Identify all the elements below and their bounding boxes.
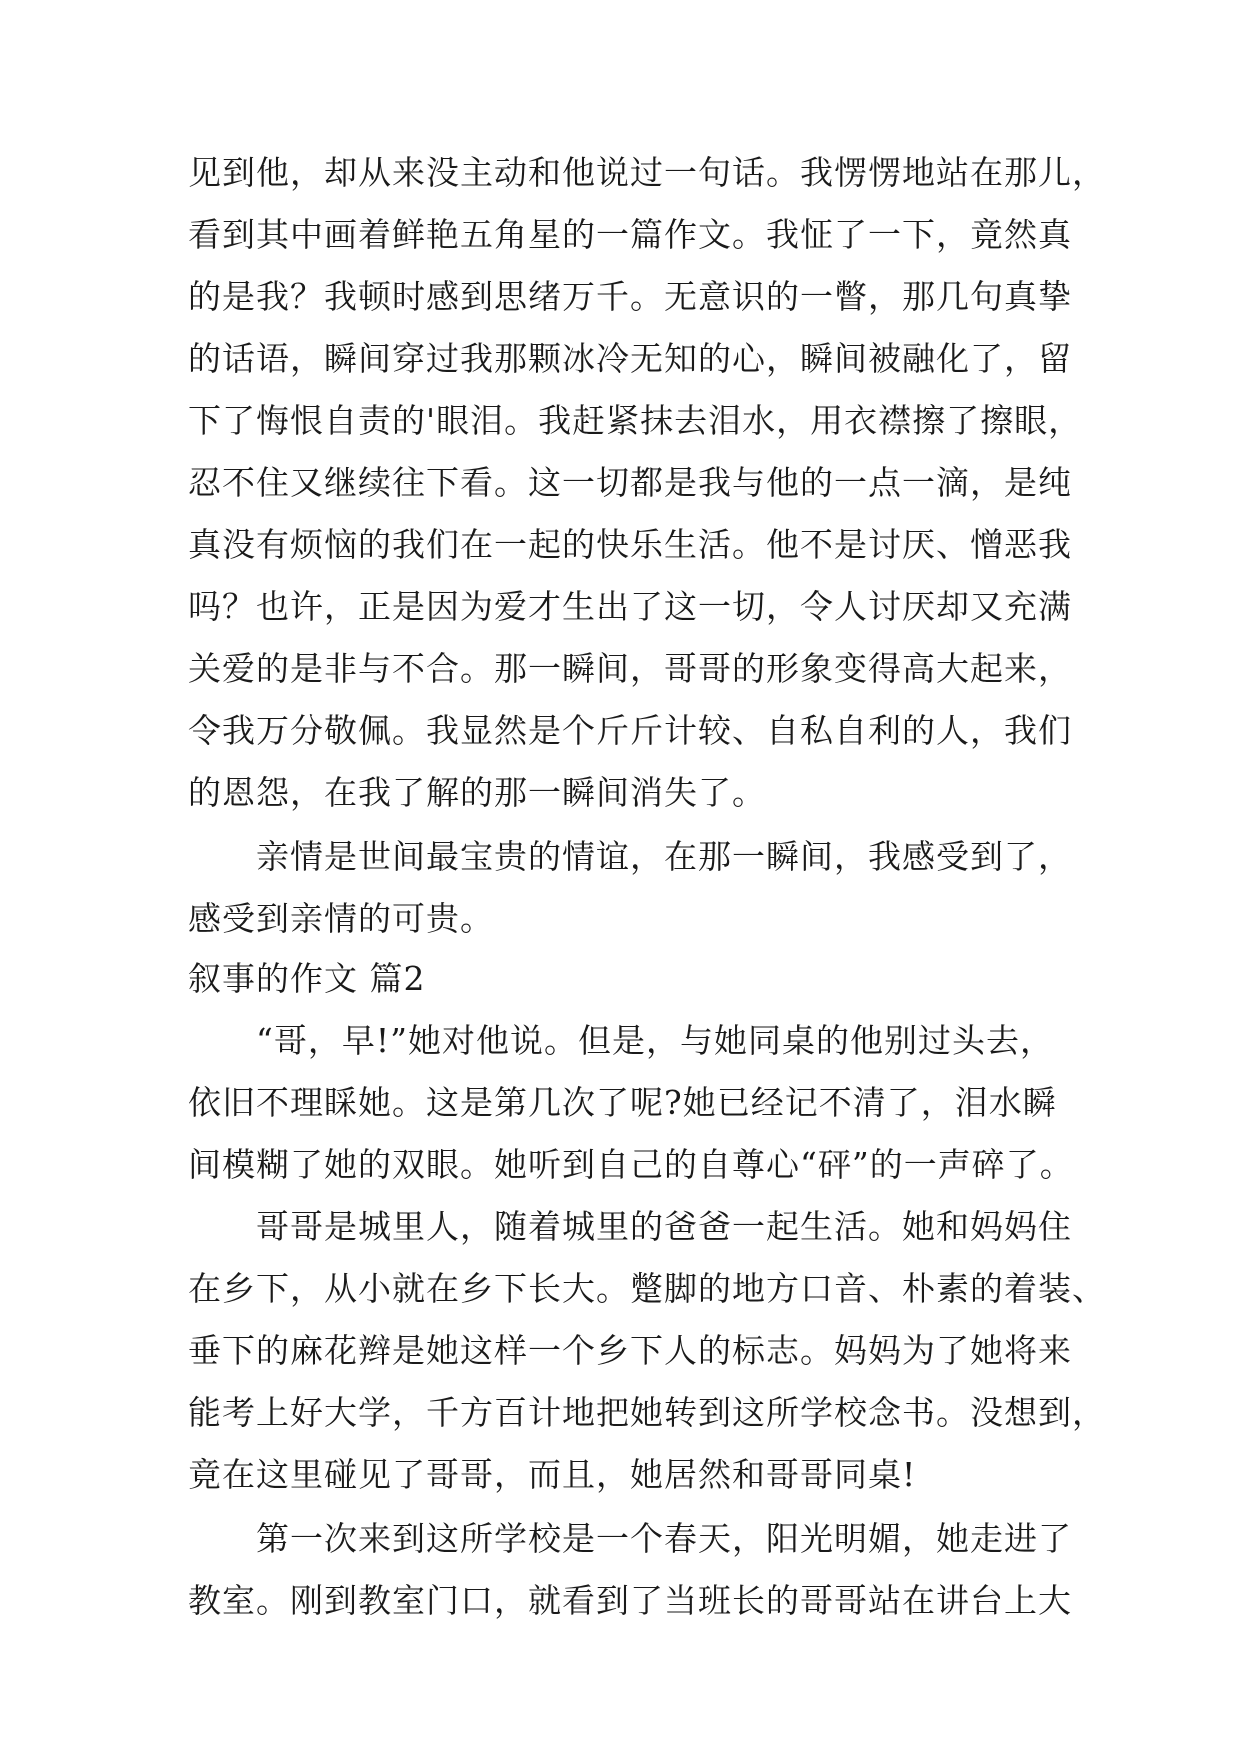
text-line: 令我万分敬佩。我显然是个斤斤计较、自私自利的人，我们 — [188, 711, 1072, 750]
text-line: 竟在这里碰见了哥哥，而且，她居然和哥哥同桌! — [188, 1455, 917, 1494]
paragraph-first-line: “哥，早!”她对他说。但是，与她同桌的他别过头去， — [256, 1021, 1055, 1060]
paragraph-first-line: 亲情是世间最宝贵的情谊，在那一瞬间，我感受到了， — [256, 837, 1072, 876]
text-line: 垂下的麻花辫是她这样一个乡下人的标志。妈妈为了她将来 — [188, 1331, 1072, 1370]
text-line: 间模糊了她的双眼。她听到自己的自尊心“砰”的一声碎了。 — [188, 1145, 1074, 1184]
text-line: 能考上好大学，千方百计地把她转到这所学校念书。没想到， — [188, 1393, 1106, 1432]
paragraph-first-line: 第一次来到这所学校是一个春天，阳光明媚，她走进了 — [256, 1519, 1072, 1558]
text-line: 的是我？我顿时感到思绪万千。无意识的一瞥，那几句真挚 — [188, 277, 1072, 316]
text-line: 看到其中画着鲜艳五角星的一篇作文。我怔了一下，竟然真 — [188, 215, 1072, 254]
text-line: 在乡下，从小就在乡下长大。蹩脚的地方口音、朴素的着装、 — [188, 1269, 1106, 1308]
paragraph-first-line: 哥哥是城里人，随着城里的爸爸一起生活。她和妈妈住 — [256, 1207, 1072, 1246]
text-line: 的恩怨，在我了解的那一瞬间消失了。 — [188, 773, 766, 812]
text-line: 依旧不理睬她。这是第几次了呢?她已经记不清了，泪水瞬 — [188, 1083, 1057, 1122]
text-line: 吗？也许，正是因为爱才生出了这一切，令人讨厌却又充满 — [188, 587, 1072, 626]
text-line: 的话语，瞬间穿过我那颗冰冷无知的心，瞬间被融化了，留 — [188, 339, 1072, 378]
text-line: 见到他，却从来没主动和他说过一句话。我愣愣地站在那儿， — [188, 153, 1106, 192]
text-line: 关爱的是非与不合。那一瞬间，哥哥的形象变得高大起来， — [188, 649, 1072, 688]
text-line: 下了悔恨自责的'眼泪。我赶紧抹去泪水，用衣襟擦了擦眼， — [188, 401, 1083, 440]
text-line: 感受到亲情的可贵。 — [188, 899, 494, 938]
text-line: 真没有烦恼的我们在一起的快乐生活。他不是讨厌、憎恶我 — [188, 525, 1072, 564]
text-line: 忍不住又继续往下看。这一切都是我与他的一点一滴，是纯 — [188, 463, 1072, 502]
section-heading: 叙事的作文 篇2 — [188, 959, 426, 998]
text-line: 教室。刚到教室门口，就看到了当班长的哥哥站在讲台上大 — [188, 1581, 1072, 1620]
